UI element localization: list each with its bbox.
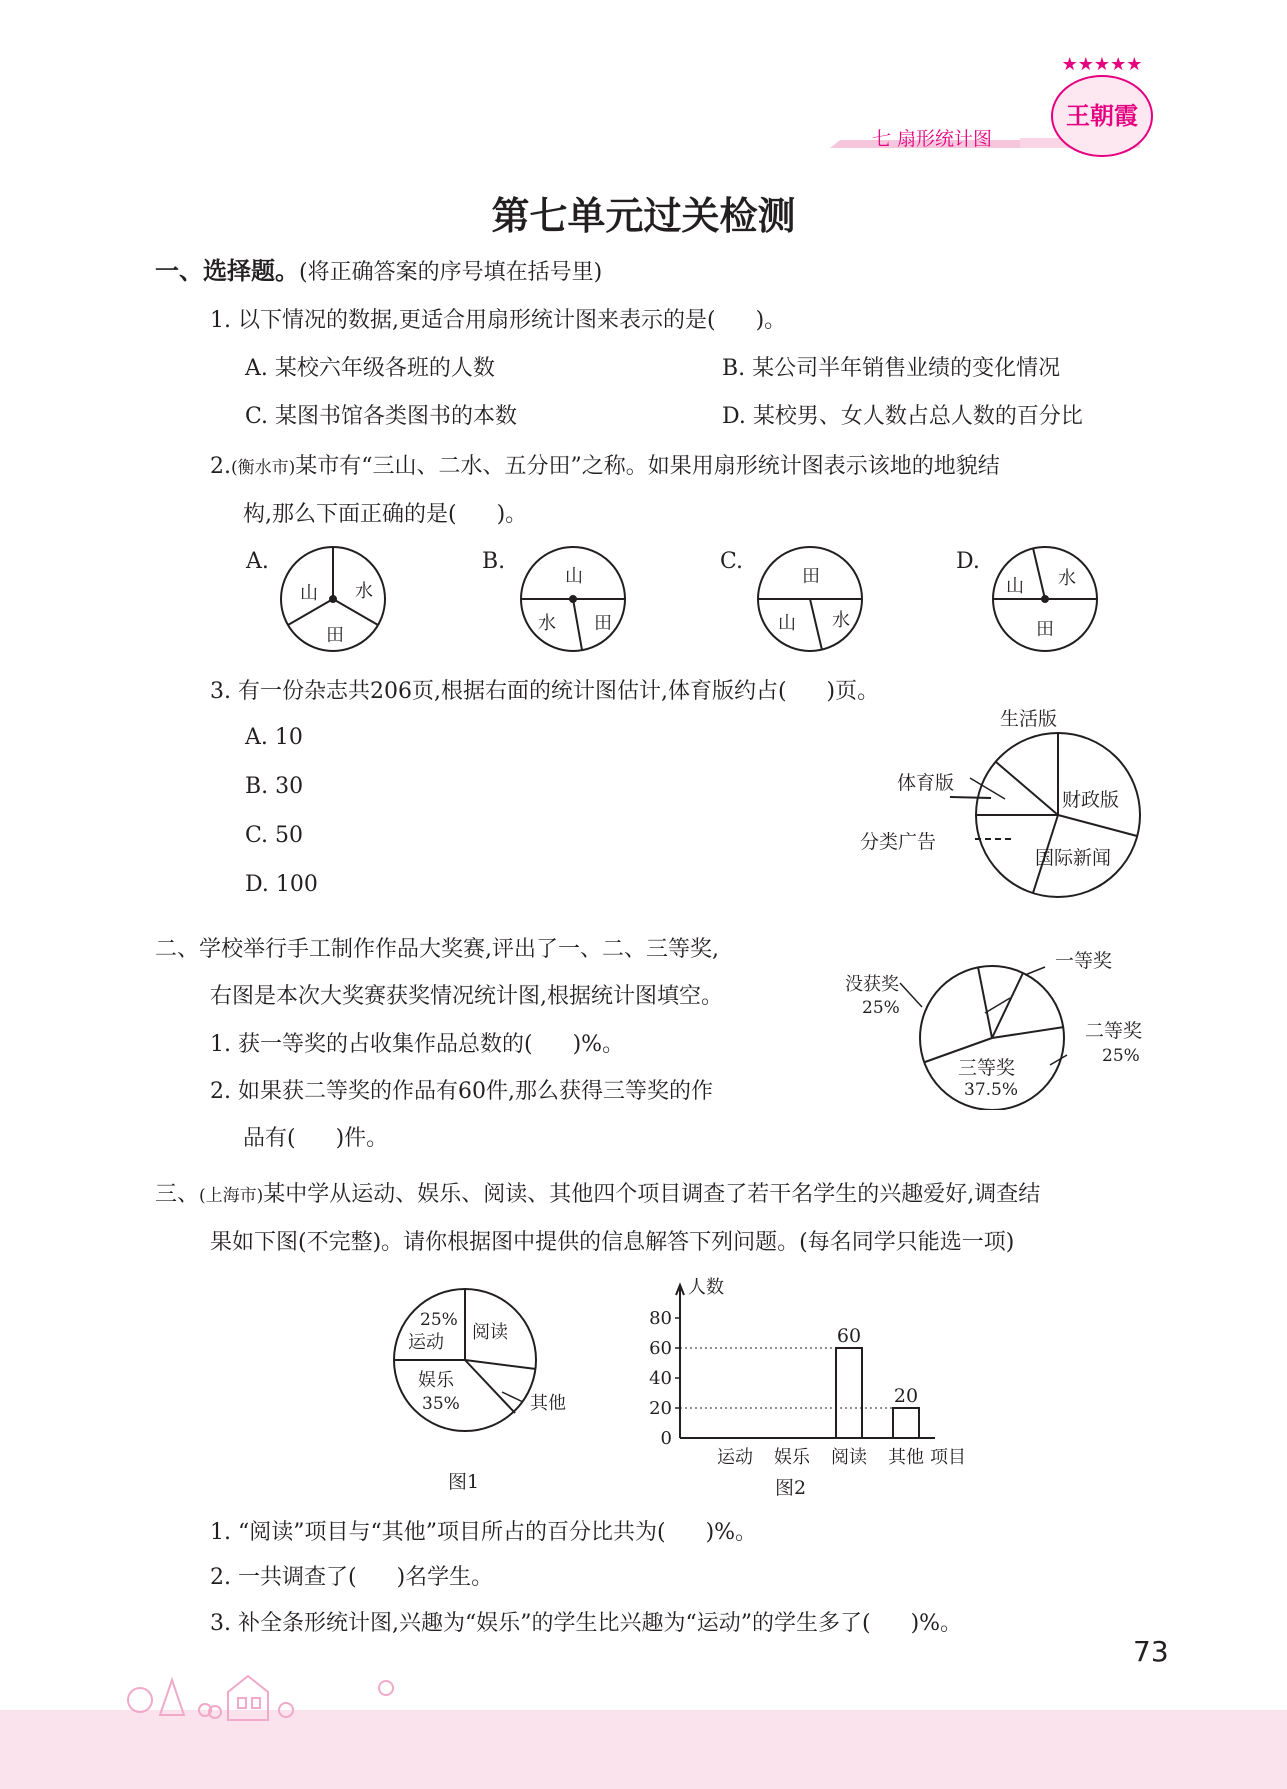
y-tick-label: 40 — [649, 1368, 672, 1389]
fig1-sport: 运动 — [408, 1332, 444, 1353]
section2-line2: 右图是本次大奖赛获奖情况统计图,根据统计图填空。 — [210, 984, 723, 1009]
y-tick-label: 20 — [649, 1398, 672, 1419]
q3-2-stem — [210, 1563, 493, 1593]
q1-2-stem-cont — [243, 500, 527, 530]
q1-2-num: 2. — [210, 454, 231, 479]
choice-c-label: C. — [720, 549, 744, 574]
q1-1-option-c: C. 某图书馆各类图书的本数 — [245, 404, 518, 429]
y-tick-label: 0 — [660, 1428, 672, 1449]
q3-3-text-end: )%。 — [910, 1611, 963, 1636]
award-label-second: 二等奖 — [1085, 1020, 1143, 1042]
q1-2-source: (衡水市) — [231, 458, 296, 478]
q1-1-option-b: B. 某公司半年销售业绩的变化情况 — [722, 356, 1061, 381]
q3-2-text-end: )名学生。 — [396, 1565, 494, 1590]
bar-value-label: 60 — [836, 1325, 862, 1347]
section2-line1: 二、学校举行手工制作作品大奖赛,评出了一、二、三等奖, — [155, 937, 719, 962]
figure2-caption: 图2 — [775, 1477, 807, 1499]
x-category-label: 运动 — [717, 1447, 753, 1468]
q3-1-stem — [210, 1518, 757, 1548]
q3-1-text: 1. “阅读”项目与“其他”项目所占的百分比共为( — [210, 1520, 666, 1545]
q3-3-stem — [210, 1609, 962, 1639]
q3-3-text: 3. 补全条形统计图,兴趣为“娱乐”的学生比兴趣为“运动”的学生多了( — [210, 1611, 871, 1636]
fig1-pie-lines — [394, 1289, 536, 1431]
award-label-none-pct: 25% — [862, 998, 900, 1018]
award-label-third-pct: 37.5% — [964, 1080, 1019, 1100]
q1-1-option-a: A. 某校六年级各班的人数 — [245, 356, 495, 381]
award-label-none: 没获奖 — [845, 974, 899, 995]
pie-d-word-3: 田 — [1036, 619, 1054, 640]
figure1-pie-chart — [390, 1285, 600, 1495]
q2-1-text: 1. 获一等奖的占收集作品总数的( — [210, 1032, 533, 1057]
magazine-label-life: 生活版 — [1000, 708, 1058, 730]
q2-1-stem — [210, 1030, 624, 1060]
y-axis-label: 人数 — [688, 1277, 724, 1298]
choice-a-label: A. — [246, 549, 269, 574]
section3-line1 — [155, 1180, 1040, 1211]
footer-decoration — [0, 1640, 1287, 1789]
q1-3-text-end: )页。 — [826, 679, 880, 704]
q1-2-text-b: 构,那么下面正确的是( — [243, 502, 457, 527]
q3-1-text-end: )%。 — [705, 1520, 758, 1545]
q1-3-option-a: A. 10 — [245, 725, 303, 750]
q1-2-stem — [210, 452, 1000, 483]
pie-a-word-3: 田 — [326, 625, 344, 646]
q2-2-text-b: )件。 — [335, 1126, 389, 1151]
award-label-second-pct: 25% — [1102, 1046, 1140, 1066]
choice-b-label: B. — [482, 549, 506, 574]
fig1-sport-pct: 25% — [420, 1310, 458, 1330]
header-decoration — [0, 0, 1287, 170]
chapter-label: 七 扇形统计图 — [872, 128, 993, 150]
pie-c-word-3: 水 — [832, 610, 850, 631]
pie-b-word-3: 田 — [594, 613, 612, 634]
svg-text:★★★★★: ★★★★★ — [1061, 54, 1143, 75]
pie-d-word-1: 山 — [1006, 576, 1024, 597]
q1-3-option-b: B. 30 — [245, 774, 304, 799]
page-number: 73 — [1133, 1635, 1169, 1668]
q1-2-text: 某市有“三山、二水、五分田”之称。如果用扇形统计图表示该地的地貌结 — [295, 454, 1000, 479]
pie-choice-c — [758, 547, 862, 651]
choice-d-label: D. — [956, 549, 980, 574]
bar-4 — [893, 1408, 919, 1438]
page-title: 第七单元过关检测 — [491, 194, 796, 238]
figure1-caption: 图1 — [448, 1471, 480, 1493]
section1-heading-row — [155, 256, 602, 288]
q1-3-option-d: D. 100 — [245, 872, 318, 897]
q1-1-text: 1. 以下情况的数据,更适合用扇形统计图来表示的是( — [210, 308, 716, 333]
q3-2-text: 2. 一共调查了( — [210, 1565, 357, 1590]
pie-a-word-2: 水 — [355, 581, 373, 602]
q1-2-text-c: )。 — [496, 502, 528, 527]
fig1-ent-pct: 35% — [422, 1394, 460, 1414]
x-axis-label: 项目 — [930, 1447, 966, 1468]
award-label-first: 一等奖 — [1055, 950, 1113, 972]
section3-line2: 果如下图(不完整)。请你根据图中提供的信息解答下列问题。(每名同学只能选一项) — [210, 1230, 1015, 1255]
section1-note: (将正确答案的序号填在括号里) — [299, 260, 603, 285]
magazine-label-ads: 分类广告 — [860, 831, 937, 853]
bar-value-label: 20 — [893, 1385, 919, 1407]
q2-2-stem: 2. 如果获二等奖的作品有60件,那么获得三等奖的作 — [210, 1079, 713, 1104]
fig1-entertainment: 娱乐 — [418, 1370, 454, 1391]
q2-1-text-end: )%。 — [572, 1032, 625, 1057]
x-category-label: 阅读 — [831, 1447, 867, 1468]
bar-3 — [836, 1348, 862, 1438]
x-category-label: 其他 — [888, 1447, 924, 1468]
fig1-reading: 阅读 — [472, 1322, 508, 1343]
magazine-label-sports: 体育版 — [897, 772, 955, 794]
logo-text: 王朝霞 — [1066, 101, 1138, 130]
section1-heading: 一、选择题。 — [155, 257, 299, 285]
pie-a-word-1: 山 — [300, 583, 318, 604]
pie-c-word-1: 田 — [802, 566, 820, 587]
q1-3-stem — [210, 677, 879, 707]
pie-b-word-2: 水 — [538, 613, 556, 634]
section3-prefix: 三、 — [155, 1182, 200, 1207]
q1-1-option-d: D. 某校男、女人数占总人数的百分比 — [722, 404, 1083, 429]
q1-2-choice-pies — [230, 540, 1180, 670]
award-pie-chart — [840, 945, 1150, 1110]
section3-source: (上海市) — [199, 1186, 264, 1206]
magazine-pie-lines — [950, 733, 1140, 897]
pie-c-word-2: 山 — [778, 613, 796, 634]
brand-logo — [1052, 54, 1152, 156]
q1-1-stem — [210, 306, 786, 336]
fig1-other: 其他 — [530, 1393, 566, 1414]
q2-2-stem-cont — [243, 1124, 388, 1154]
y-tick-label: 60 — [649, 1338, 672, 1359]
pie-b-word-1: 山 — [565, 566, 583, 587]
y-tick-label: 80 — [649, 1308, 672, 1329]
section3-text: 某中学从运动、娱乐、阅读、其他四个项目调查了若干名学生的兴趣爱好,调查结 — [263, 1182, 1041, 1207]
award-label-third: 三等奖 — [958, 1057, 1016, 1079]
magazine-pie-chart — [855, 700, 1175, 910]
pie-choice-b — [521, 547, 625, 651]
pie-d-word-2: 水 — [1058, 568, 1076, 589]
magazine-label-finance: 财政版 — [1062, 789, 1120, 811]
x-category-label: 娱乐 — [774, 1447, 810, 1468]
q1-1-text-end: )。 — [755, 308, 787, 333]
q1-3-option-c: C. 50 — [245, 823, 304, 848]
q2-2-text-a: 品有( — [243, 1126, 296, 1151]
q1-3-text: 3. 有一份杂志共206页,根据右面的统计图估计,体育版约占( — [210, 679, 787, 704]
figure2-bar-chart — [640, 1275, 980, 1500]
magazine-label-news: 国际新闻 — [1035, 847, 1112, 869]
